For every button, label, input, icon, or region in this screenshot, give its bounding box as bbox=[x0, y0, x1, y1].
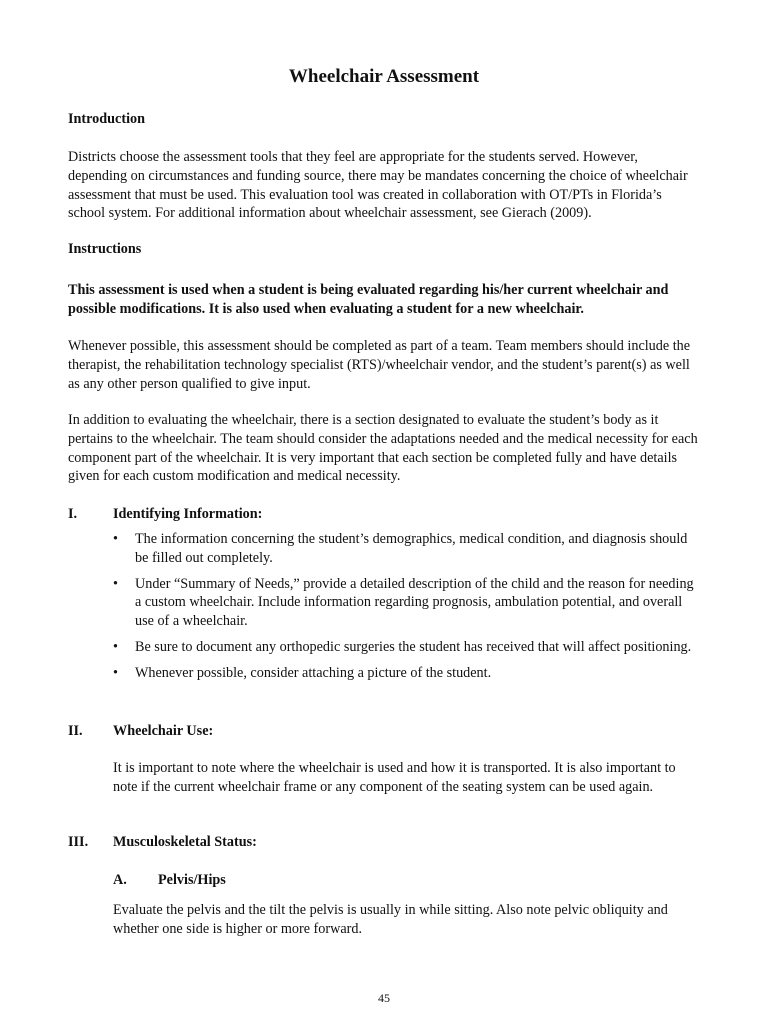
subsection-a-title: Pelvis/Hips bbox=[158, 872, 226, 888]
instructions-paragraph-team: Whenever possible, this assessment should be completed as part of a team. Team members should include the therapist, the rehabilitation technology specialist (RTS)/wheelchair vendor, and the student’s parent(s) as well as any other person qualified to give input. bbox=[68, 338, 691, 392]
section-1-bullet-item bbox=[113, 530, 703, 568]
introduction-heading: Introduction bbox=[68, 111, 145, 127]
bullet-text: Under “Summary of Needs,” provide a detailed description of the child and the reason for needing a custom wheelchair. Include information regarding prognosis, ambulation potential, and overall use of a wheelchair. bbox=[135, 575, 694, 630]
bullet-text: Whenever possible, consider attaching a picture of the student. bbox=[135, 664, 492, 681]
introduction-paragraph: Districts choose the assessment tools that they feel are appropriate for the students served. However, depending on circumstances and funding source, there may be mandates concerning the choice of wheelchair assessment that must be used. This evaluation tool was created in collaboration with OT/PTs in Florida’s school system. For additional information about wheelchair assessment, see Gierach (2009). bbox=[68, 149, 688, 222]
section-1-bullet-item bbox=[113, 575, 703, 631]
bullet-icon: • bbox=[113, 638, 118, 655]
page-number: 45 bbox=[378, 991, 390, 1005]
section-2-number: II. bbox=[68, 723, 83, 739]
section-3-title: Musculoskeletal Status: bbox=[113, 834, 257, 850]
instructions-bold-paragraph: This assessment is used when a student is being evaluated regarding his/her current wheelchair and possible modifications. It is also used when evaluating a student for a new wheelchair. bbox=[68, 282, 669, 317]
section-1-number: I. bbox=[68, 506, 78, 522]
bullet-text: Be sure to document any orthopedic surgeries the student has received that will affect positioning. bbox=[135, 638, 692, 655]
bullet-text: The information concerning the student’s demographics, medical condition, and diagnosis should be filled out completely. bbox=[135, 531, 688, 566]
section-2-title: Wheelchair Use: bbox=[113, 723, 214, 739]
subsection-a-paragraph: Evaluate the pelvis and the tilt the pelvis is usually in while sitting. Also note pelvic obliquity and whether one side is higher or more forward. bbox=[113, 902, 668, 937]
section-1-bullet-item bbox=[113, 664, 703, 683]
bullet-icon: • bbox=[113, 531, 118, 547]
section-1-title: Identifying Information: bbox=[113, 506, 263, 522]
subsection-a-letter: A. bbox=[113, 872, 127, 888]
instructions-heading: Instructions bbox=[68, 241, 142, 257]
section-3-number: III. bbox=[68, 834, 89, 850]
section-1-bullet-item bbox=[113, 638, 703, 657]
document-title: Wheelchair Assessment bbox=[288, 66, 480, 87]
section-1-bullet-list bbox=[113, 530, 703, 690]
bullet-icon: • bbox=[113, 664, 118, 681]
instructions-paragraph-body: In addition to evaluating the wheelchair, there is a section designated to evaluate the student’s body as it pertains to the wheelchair. The team should consider the adaptations needed and the medical necessity for each component part of the wheelchair. It is very important that each section be completed fully and have details given for each custom modification and medical necessity. bbox=[68, 412, 698, 485]
bullet-icon: • bbox=[113, 575, 118, 592]
section-2-paragraph: It is important to note where the wheelchair is used and how it is transported. It is also important to note if the current wheelchair frame or any component of the seating system can be used again. bbox=[113, 760, 676, 795]
